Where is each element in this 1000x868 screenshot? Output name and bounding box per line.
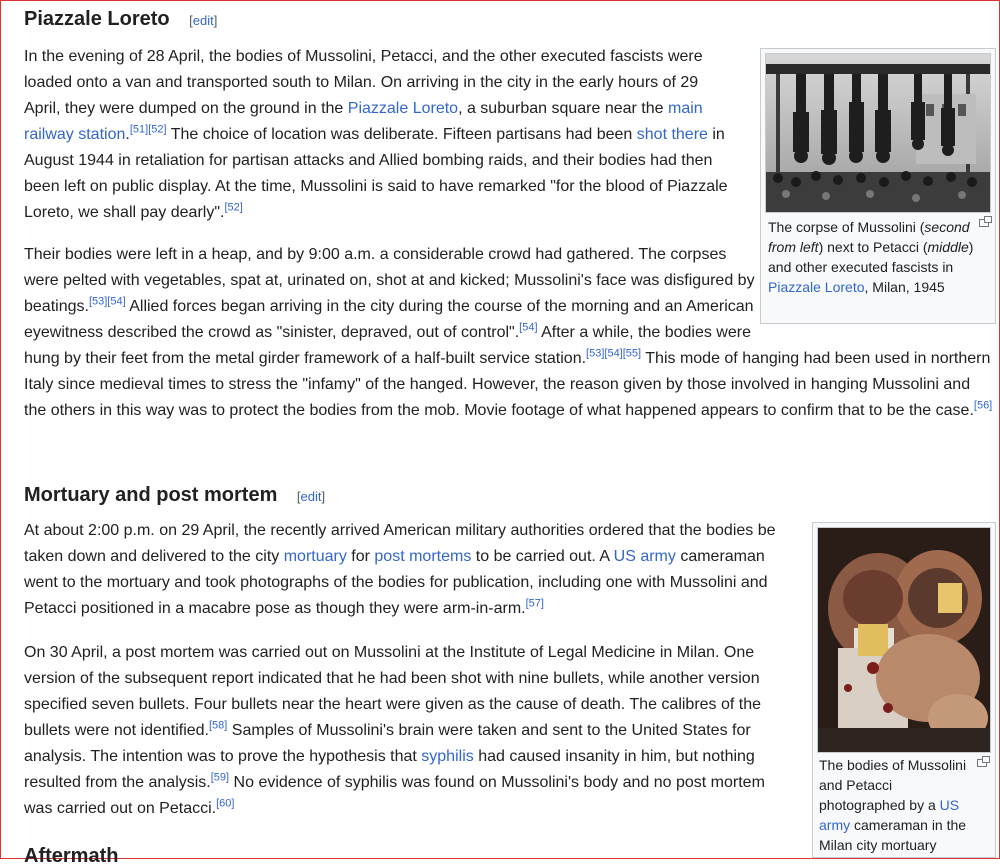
image-thumbnail-mortuary	[812, 522, 996, 858]
link-syphilis[interactable]: syphilis	[421, 748, 474, 765]
text: , a suburban square near the	[458, 100, 668, 117]
section-title: Piazzale Loreto	[24, 8, 170, 30]
caption-link-piazzale-loreto[interactable]: Piazzale Loreto	[768, 279, 865, 295]
edit-section-link[interactable]: edit	[300, 489, 322, 504]
paragraph	[24, 518, 784, 622]
text: had caused insanity in him, but nothing resulted from the analysis.	[24, 748, 755, 791]
emphasis: middle	[927, 239, 969, 255]
caption-link-us-army[interactable]: US army	[819, 797, 960, 833]
text: Their bodies were left in a heap, and by 9:00 a.m. a considerable crowd had gathered. The corpses were pelted with vegetables, spat at, urinated on, shot at and kicked; Mussolini's face was disfigured by beatings.	[24, 246, 755, 315]
link-piazzale-loreto[interactable]: Piazzale Loreto	[347, 100, 459, 117]
edit-section-link-wrapper: [edit]	[296, 489, 326, 504]
text: cameraman in the Milan city mortuary	[819, 817, 967, 853]
citation	[209, 720, 227, 732]
citation-link[interactable]: [53]	[88, 295, 108, 308]
photo-hanging-bodies[interactable]	[765, 53, 991, 213]
citation-link[interactable]: [54]	[604, 347, 623, 360]
text: On 30 April, a post mortem was carried out on Mussolini at the Institute of Legal Medicine in Milan. One version of the subsequent report indicated that he had been shot with nine bullets, while another version specified seven bullets. Four bullets near the heart were given as the cause of death. The calibres of the bullets were not identified.	[24, 644, 762, 739]
paragraph	[24, 640, 789, 822]
citation-link[interactable]: [51]	[129, 123, 149, 136]
photo-illustration	[766, 54, 991, 213]
photo-illustration	[818, 528, 991, 753]
citation-link[interactable]: [59]	[210, 771, 230, 784]
citation-link[interactable]: [56]	[973, 399, 993, 412]
citation-link[interactable]: [54]	[519, 321, 538, 334]
citation	[89, 296, 126, 308]
text: , Milan, 1945	[864, 279, 945, 295]
photo-mortuary[interactable]	[817, 527, 991, 753]
text: At about 2:00 p.m. on 29 April, the recently arrived American military authorities ordered that the bodies be taken down and delivered to the city	[24, 522, 776, 565]
text: The choice of location was deliberate. Fifteen partisans had been	[166, 126, 637, 143]
link-shot-there[interactable]: shot there	[636, 126, 708, 143]
text: ) next to Petacci (	[818, 239, 928, 255]
text: ) and other executed fascists in	[768, 239, 974, 275]
link-main-railway-station[interactable]: main railway station	[24, 100, 703, 143]
citation	[974, 400, 992, 412]
text: Allied forces began arriving in the city during the course of the morning and an American eyewitness described the crowd as "sinister, depraved, out of control".	[24, 298, 754, 341]
citation	[519, 322, 537, 334]
citation	[130, 124, 167, 136]
section-heading-mortuary	[24, 484, 325, 507]
text: The bodies of Mussolini and Petacci photographed by a	[819, 757, 967, 813]
citation	[216, 798, 234, 810]
link-us-army[interactable]: US army	[613, 548, 676, 565]
cutoff-heading: Aftermath	[24, 845, 119, 867]
citation-link[interactable]: [52]	[224, 201, 243, 214]
citation-link[interactable]: [60]	[216, 797, 235, 810]
citation-link[interactable]: [55]	[622, 347, 642, 360]
citation	[224, 202, 242, 214]
image-caption	[768, 217, 983, 297]
text: This mode of hanging had been used in northern Italy since medieval times to stress the "infamy" of the hanged. However, the reason given by those involved in hanging Mussolini and the others in this way was to protect the bodies from the mob. Movie footage of what happened appears to confirm that to be the case.	[24, 350, 991, 419]
text: cameraman went to the mortuary and took photographs of the bodies for publication, including one with Mussolini and Petacci positioned in a macabre pose as though they were arm-in-arm.	[24, 548, 768, 617]
text: Samples of Mussolini's brain were taken and sent to the United States for analysis. The intention was to prove the hypothesis that	[24, 722, 751, 765]
link-post-mortems[interactable]: post mortems	[374, 548, 472, 565]
section-heading-piazzale-loreto	[24, 8, 217, 31]
paragraph: In the evening of 28 April, the bodies of Mussolini, Petacci, and the other executed fascists were loaded onto a van and transported south to Milan. On arriving in the city in the early hours of 29 April, they were dumped on the ground in the Piazzale Loreto, a suburban square near the main railway station.[51][52] The choice of location was deliberate. Fifteen partisans had been shot there in August 1944 in retaliation for partisan attacks and Allied bombing raids, and their bodies had then been left on public display. At the time, Mussolini is said to have remarked "for the blood of Piazzale Loreto, we shall pay dearly".[52]	[24, 48, 728, 221]
citation	[586, 348, 641, 360]
text: After a while, the bodies were hung by their feet from the metal girder framework of a half-built service station.	[24, 324, 751, 367]
citation-link[interactable]: [58]	[209, 719, 228, 732]
citation	[526, 598, 544, 610]
edit-section-link-wrapper: [edit]	[189, 13, 218, 28]
text: The corpse of Mussolini (	[768, 219, 925, 235]
image-caption	[819, 755, 979, 855]
citation-link[interactable]: [52]	[148, 123, 167, 136]
text: No evidence of syphilis was found on Mussolini's body and no post mortem was carried out on Petacci.	[24, 774, 765, 817]
edit-section-link[interactable]: edit	[192, 13, 214, 28]
section-title: Mortuary and post mortem	[24, 484, 278, 506]
image-thumbnail-piazzale-loreto	[760, 48, 996, 324]
emphasis: second from left	[768, 219, 970, 255]
citation-link[interactable]: [57]	[525, 597, 544, 610]
citation-link[interactable]: [53]	[586, 347, 605, 360]
text: in August 1944 in retaliation for partisan attacks and Allied bombing raids, and their bodies had then been left on public display. At the time, Mussolini is said to have remarked "for the blood of Piazzale Loreto, we shall pay dearly".	[24, 126, 728, 221]
text: for	[346, 548, 375, 565]
text: to be carried out. A	[471, 548, 614, 565]
text: In the evening of 28 April, the bodies of Mussolini, Petacci, and the other executed fascists were loaded onto a van and transported south to Milan. On arriving in the city in the early hours of 29 April, they were dumped on the ground in the	[24, 48, 703, 117]
citation	[211, 772, 229, 784]
link-mortuary[interactable]: mortuary	[283, 548, 347, 565]
citation-link[interactable]: [54]	[107, 295, 126, 308]
